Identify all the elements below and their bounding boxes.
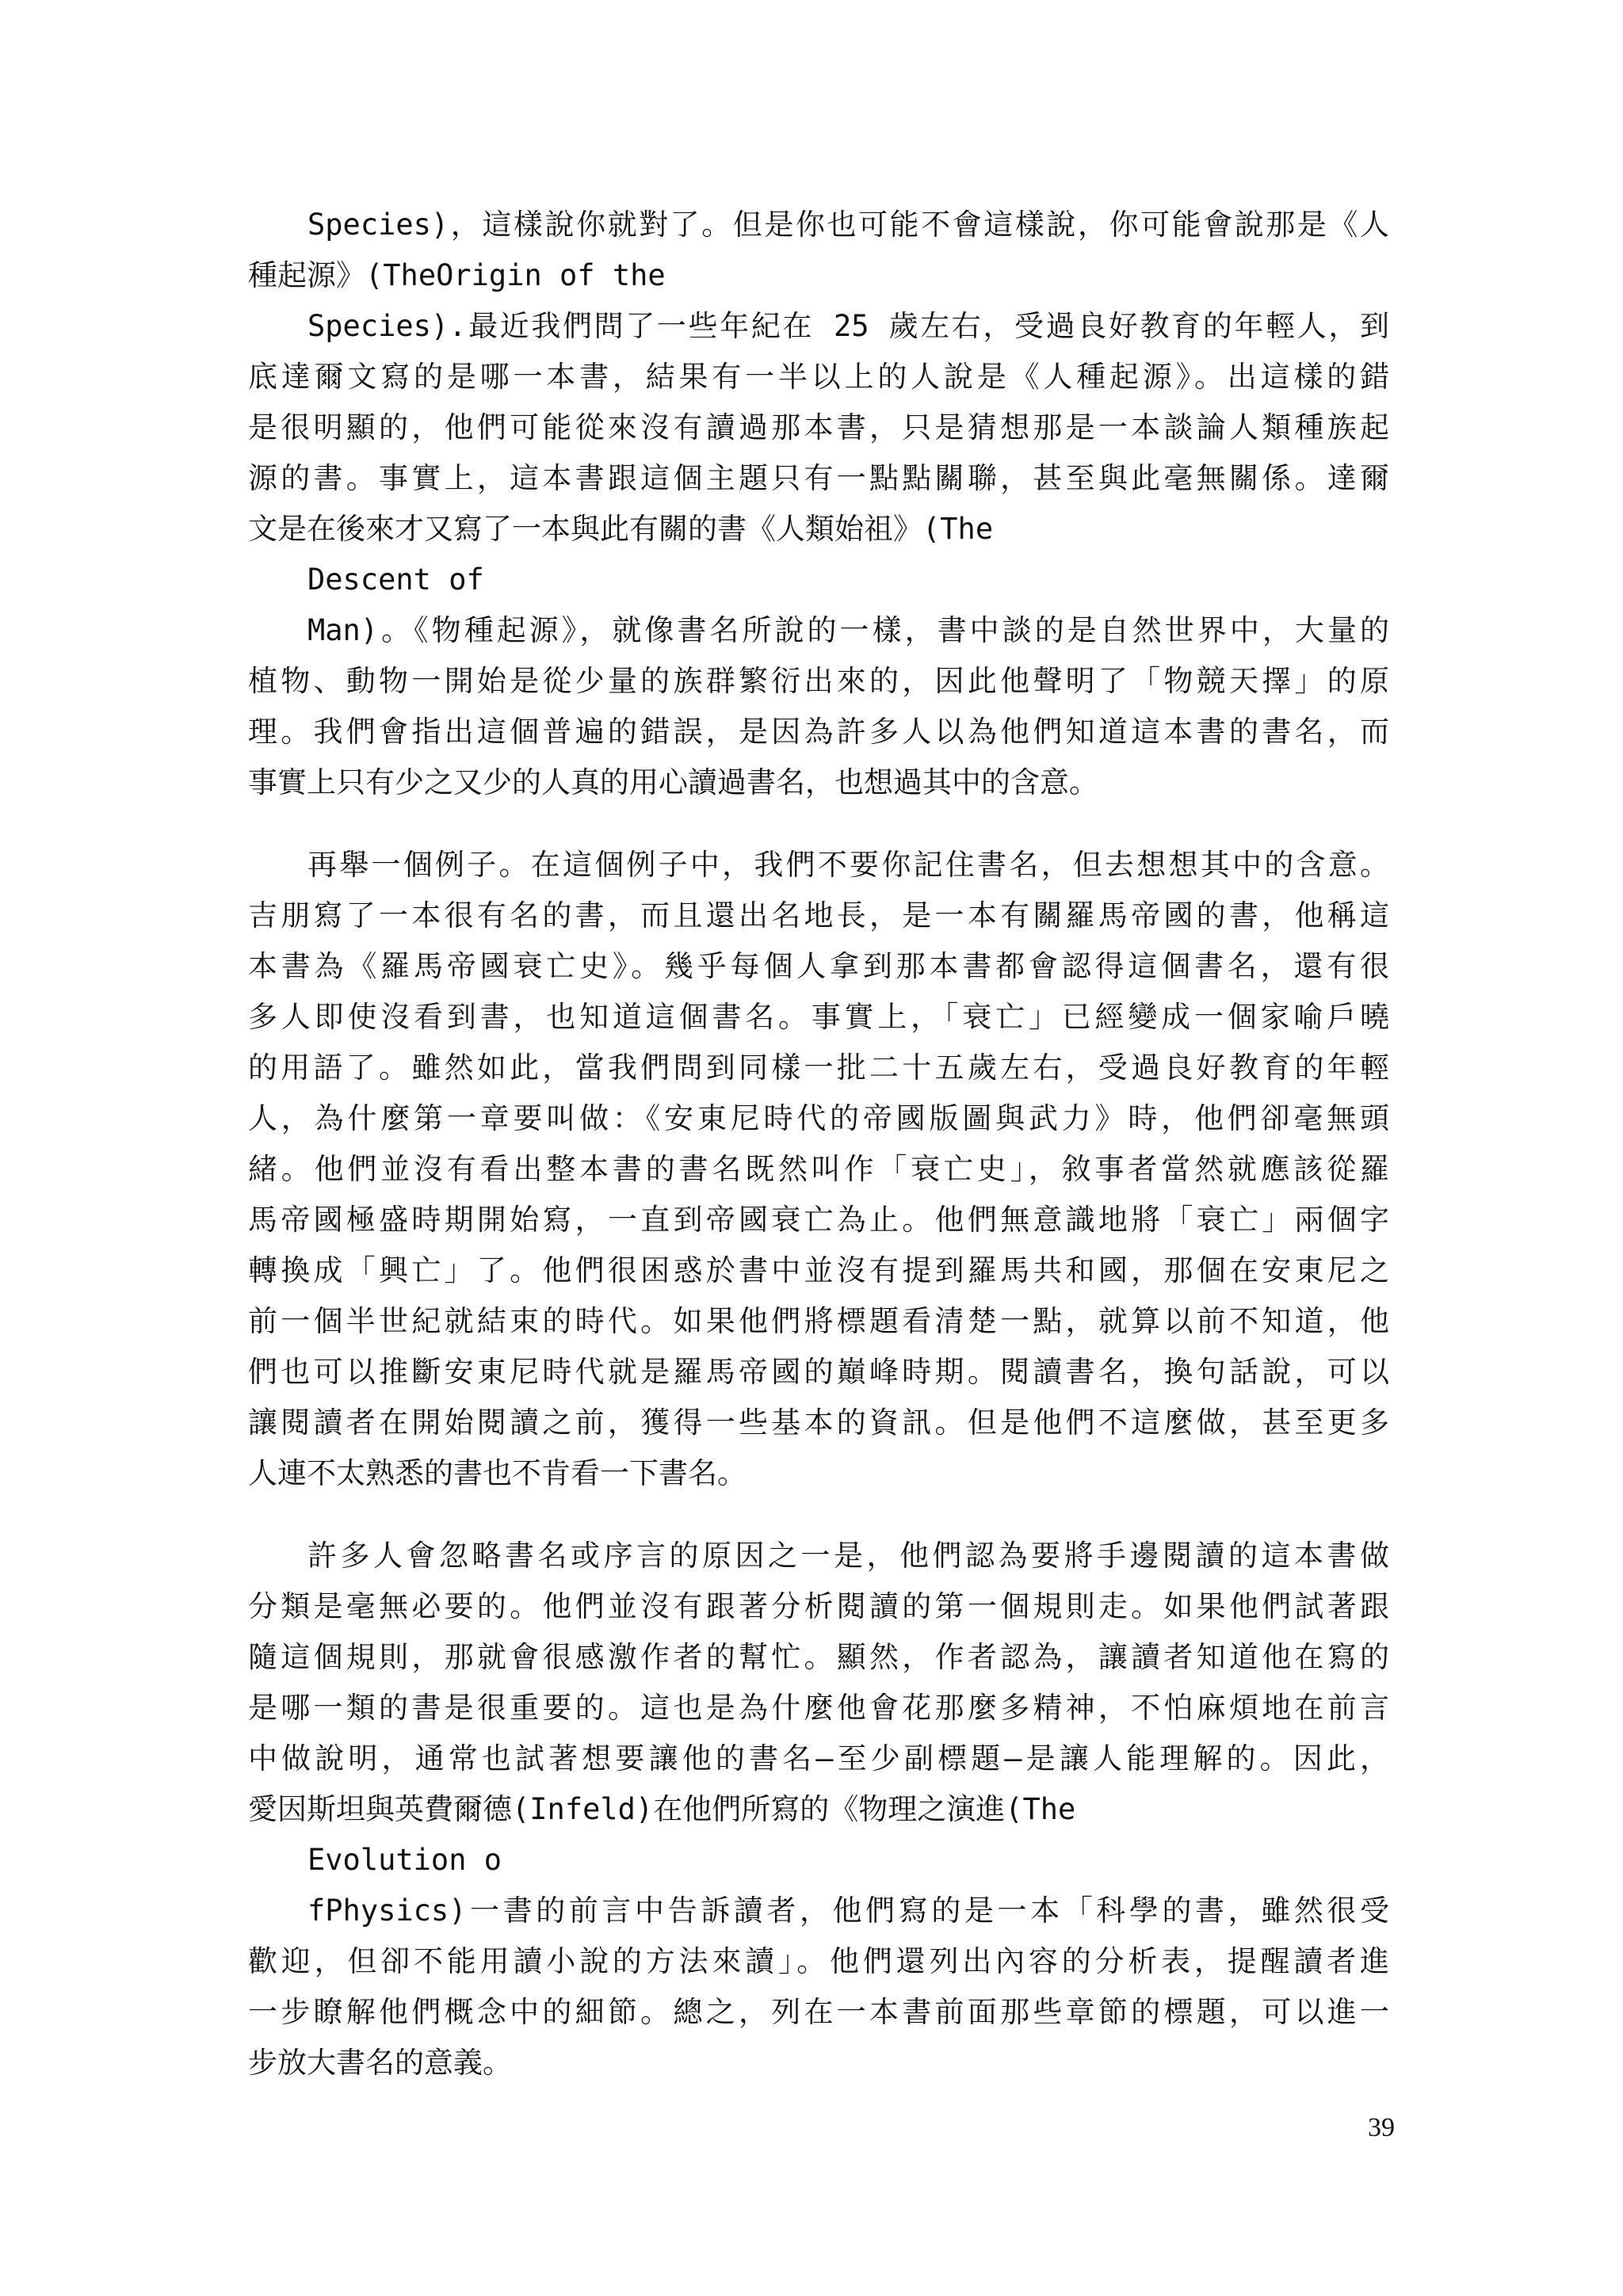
text-line: 底達爾文寫的是哪一本書，結果有一半以上的人說是《人種起源》。出這樣的錯: [248, 360, 1389, 394]
page-number: 39: [1368, 2113, 1395, 2142]
text-line: 文是在後來才又寫了一本與此有關的書《人類始祖》(The: [248, 512, 994, 546]
text-line: 植物、動物一開始是從少量的族群繁衍出來的，因此他聲明了「物競天擇」的原: [248, 664, 1389, 698]
text-line: 緒。他們並沒有看出整本書的書名既然叫作「衰亡史」，敘事者當然就應該從羅: [248, 1152, 1389, 1186]
text-line: 是哪一類的書是很重要的。這也是為什麼他會花那麼多精神，不怕麻煩地在前言: [248, 1691, 1389, 1725]
text-line: 分類是毫無必要的。他們並沒有跟著分析閱讀的第一個規則走。如果他們試著跟: [248, 1589, 1389, 1623]
text-line: 事實上只有少之又少的人真的用心讀過書名，也想過其中的含意。: [248, 765, 1098, 799]
text-line: Evolution o: [307, 1843, 502, 1877]
text-line: 一步瞭解他們概念中的細節。總之，列在一本書前面那些章節的標題，可以進一: [248, 1995, 1389, 2029]
text-line: 轉換成「興亡」了。他們很困惑於書中並沒有提到羅馬共和國，那個在安東尼之: [248, 1253, 1389, 1287]
text-line: 們也可以推斷安東尼時代就是羅馬帝國的巔峰時期。閱讀書名，換句話說，可以: [248, 1355, 1389, 1389]
text-line: Species).最近我們問了一些年紀在 25 歲左右，受過良好教育的年輕人，到: [307, 309, 1389, 343]
text-line: 吉朋寫了一本很有名的書，而且還出名地長，是一本有關羅馬帝國的書，他稱這: [248, 898, 1389, 933]
text-line: 的用語了。雖然如此，當我們問到同樣一批二十五歲左右，受過良好教育的年輕: [248, 1051, 1389, 1085]
text-line: 種起源》(TheOrigin of the: [248, 258, 666, 292]
text-line: 前一個半世紀就結束的時代。如果他們將標題看清楚一點，就算以前不知道，他: [248, 1304, 1389, 1338]
text-line: Man)。《物種起源》，就像書名所說的一樣，書中談的是自然世界中，大量的: [307, 613, 1389, 647]
text-line: 歡迎，但卻不能用讀小說的方法來讀」。他們還列出內容的分析表，提醒讀者進: [248, 1944, 1389, 1978]
text-line: 隨這個規則，那就會很感激作者的幫忙。顯然，作者認為，讓讀者知道他在寫的: [248, 1640, 1389, 1674]
text-line: Descent of: [307, 563, 484, 597]
text-line: 愛因斯坦與英費爾德(Infeld)在他們所寫的《物理之演進(The: [248, 1792, 1076, 1826]
text-line: 讓閱讀者在開始閱讀之前，獲得一些基本的資訊。但是他們不這麼做，甚至更多: [248, 1405, 1389, 1440]
text-line: Species)，這樣說你就對了。但是你也可能不會這樣說，你可能會說那是《人: [307, 208, 1389, 242]
text-line: 人，為什麼第一章要叫做：《安東尼時代的帝國版圖與武力》時，他們卻毫無頭: [248, 1101, 1389, 1135]
text-line: 許多人會忽略書名或序言的原因之一是，他們認為要將手邊閱讀的這本書做: [307, 1539, 1389, 1573]
text-line: 源的書。事實上，這本書跟這個主題只有一點點關聯，甚至與此毫無關係。達爾: [248, 461, 1389, 495]
text-line: 馬帝國極盛時期開始寫，一直到帝國衰亡為止。他們無意識地將「衰亡」兩個字: [248, 1203, 1389, 1237]
text-line: 人連不太熟悉的書也不肯看一下書名。: [248, 1456, 747, 1490]
text-line: 中做說明，通常也試著想要讓他的書名—至少副標題—是讓人能理解的。因此，: [248, 1741, 1389, 1775]
text-line: 理。我們會指出這個普遍的錯誤，是因為許多人以為他們知道這本書的書名，而: [248, 715, 1389, 749]
text-line: 多人即使沒看到書，也知道這個書名。事實上，「衰亡」已經變成一個家喻戶曉: [248, 1000, 1389, 1034]
text-line: 再舉一個例子。在這個例子中，我們不要你記住書名，但去想想其中的含意。: [307, 848, 1389, 882]
text-line: fPhysics)一書的前言中告訴讀者，他們寫的是一本「科學的書，雖然很受: [307, 1894, 1389, 1928]
text-line: 本書為《羅馬帝國衰亡史》。幾乎每個人拿到那本書都會認得這個書名，還有很: [248, 949, 1389, 983]
text-line: 是很明顯的，他們可能從來沒有讀過那本書，只是猜想那是一本談論人類種族起: [248, 410, 1389, 444]
text-line: 步放大書名的意義。: [248, 2046, 512, 2080]
